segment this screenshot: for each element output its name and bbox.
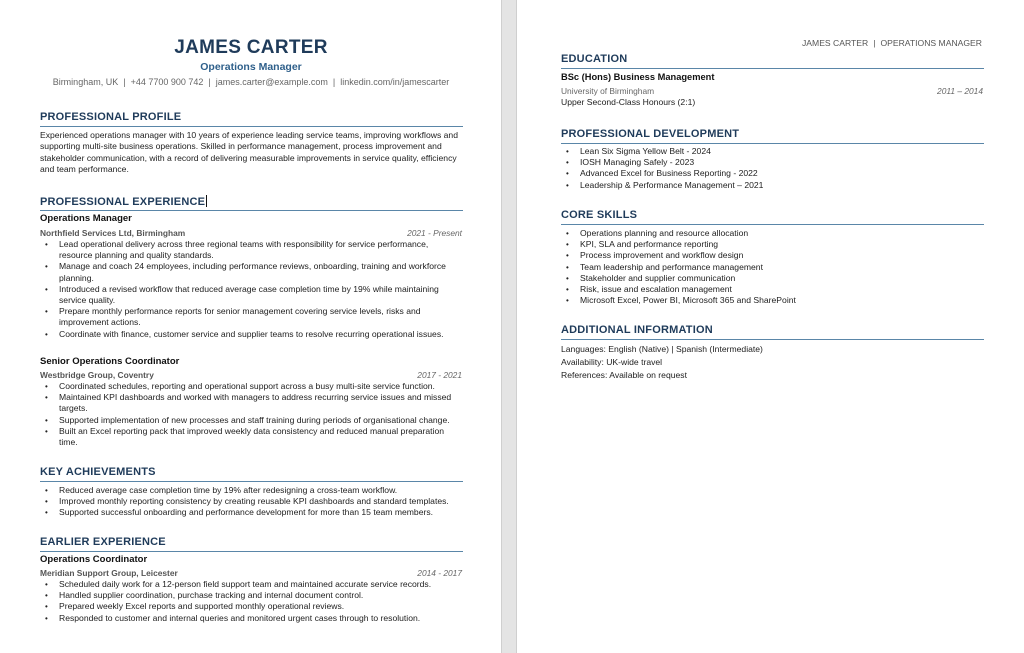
contact-phone: +44 7700 900 742 <box>130 77 204 87</box>
job-bullet: • Responded to customer and internal queries and monitored urgent cases through to resolution. <box>40 613 463 624</box>
candidate-title: Operations Manager <box>200 61 302 73</box>
section-rule <box>561 224 984 225</box>
development-bullets <box>561 146 984 191</box>
profile-text: Experienced operations manager with 10 years of experience leading service teams, improving workflows and supporting multi-site business operations. Skilled in performance management, process improvement and stakeholder communication, with a record of delivering measurable improvements in service quality, efficiency and team performance. <box>40 130 458 175</box>
running-header-name: JAMES CARTER <box>802 38 869 48</box>
job-bullet: • Supported implementation of new processes and staff training during periods of organisational change. <box>40 415 463 426</box>
job-dates: 2021 - Present <box>407 228 462 238</box>
section-rule <box>40 126 463 127</box>
achievement-bullet: • Reduced average case completion time by 19% after redesigning a cross-team workflow. <box>40 485 463 496</box>
education-degree: BSc (Hons) Business Management <box>561 72 715 82</box>
contact-location: Birmingham, UK <box>52 77 119 87</box>
skills-bullets <box>561 228 984 306</box>
development-bullet: • Lean Six Sigma Yellow Belt - 2024 <box>561 146 984 157</box>
running-header-title: OPERATIONS MANAGER <box>880 38 982 48</box>
skill-bullet: • Microsoft Excel, Power BI, Microsoft 365 and SharePoint <box>561 295 984 306</box>
resume-page-1 <box>0 0 502 653</box>
job-bullet: • Coordinated schedules, reporting and operational support across a busy multi-site service function. <box>40 381 463 392</box>
job-bullet: • Manage and coach 24 employees, including performance reviews, onboarding, training and workforce planning. <box>40 261 463 283</box>
job-bullets <box>40 239 463 340</box>
job-dates: 2014 - 2017 <box>417 568 462 578</box>
job-bullet: • Scheduled daily work for a 12-person field support team and maintained accurate service records. <box>40 579 463 590</box>
job-bullets <box>40 381 463 448</box>
development-bullet: • Advanced Excel for Business Reporting - 2022 <box>561 168 984 179</box>
text-cursor <box>206 195 207 207</box>
resume-page-2 <box>516 0 1024 653</box>
section-heading-education: EDUCATION <box>561 53 628 65</box>
candidate-name: JAMES CARTER <box>174 37 328 58</box>
job-bullet: • Lead operational delivery across three regional teams with responsibility for service performance, resource planning and quality standards. <box>40 239 463 261</box>
job-bullet: • Maintained KPI dashboards and worked with managers to address recurring service issues and missed targets. <box>40 392 463 414</box>
job-bullet: • Introduced a revised workflow that reduced average case completion time by 19% while maintaining service quality. <box>40 284 463 306</box>
contact-email: james.carter@example.com <box>215 77 328 87</box>
skill-bullet: • Process improvement and workflow design <box>561 250 984 261</box>
job-bullets <box>40 579 463 624</box>
section-heading-earlier-experience: EARLIER EXPERIENCE <box>40 536 166 548</box>
additional-line: Availability: UK-wide travel <box>561 357 663 367</box>
running-header <box>802 38 982 48</box>
running-header-separator: | <box>873 38 876 48</box>
section-heading-profile: PROFESSIONAL PROFILE <box>40 111 182 123</box>
achievement-bullet: • Supported successful onboarding and performance development for more than 15 team members. <box>40 507 463 518</box>
development-bullet: • IOSH Managing Safely - 2023 <box>561 157 984 168</box>
job-organisation: Meridian Support Group, Leicester <box>40 568 178 578</box>
skill-bullet: • Operations planning and resource allocation <box>561 228 984 239</box>
education-classification: Upper Second-Class Honours (2:1) <box>561 97 696 107</box>
contact-line <box>0 77 502 87</box>
education-university: University of Birmingham <box>561 86 655 96</box>
achievement-bullets <box>40 485 463 519</box>
skill-bullet: • Risk, issue and escalation management <box>561 284 984 295</box>
job-organisation: Northfield Services Ltd, Birmingham <box>40 228 186 238</box>
job-bullet: • Handled supplier coordination, purchase tracking and internal document control. <box>40 590 463 601</box>
section-rule <box>561 339 984 340</box>
job-bullet: • Prepared weekly Excel reports and supported monthly operational reviews. <box>40 601 463 612</box>
job-role: Senior Operations Coordinator <box>40 356 180 367</box>
job-role: Operations Manager <box>40 213 132 224</box>
contact-separator: | <box>208 77 211 87</box>
section-rule <box>40 551 463 552</box>
section-rule <box>40 210 463 211</box>
contact-linkedin: linkedin.com/in/jamescarter <box>340 77 450 87</box>
job-dates: 2017 - 2021 <box>417 370 462 380</box>
job-bullet: • Built an Excel reporting pack that improved weekly data consistency and reduced manual preparation time. <box>40 426 463 448</box>
section-heading-experience-label: PROFESSIONAL EXPERIENCE <box>40 196 206 208</box>
contact-separator: | <box>123 77 126 87</box>
section-rule <box>40 481 463 482</box>
section-heading-experience <box>40 195 207 208</box>
job-bullet: • Coordinate with finance, customer service and supplier teams to resolve recurring operational issues. <box>40 329 463 340</box>
section-heading-achievements: KEY ACHIEVEMENTS <box>40 466 156 478</box>
skill-bullet: • KPI, SLA and performance reporting <box>561 239 984 250</box>
section-heading-additional: ADDITIONAL INFORMATION <box>561 324 713 336</box>
development-bullet: • Leadership & Performance Management – 2021 <box>561 180 984 191</box>
skill-bullet: • Team leadership and performance management <box>561 262 984 273</box>
additional-info <box>561 343 763 382</box>
additional-line: Languages: English (Native) | Spanish (Intermediate) <box>561 344 763 354</box>
job-organisation: Westbridge Group, Coventry <box>40 370 154 380</box>
education-dates: 2011 – 2014 <box>937 86 983 96</box>
section-heading-development: PROFESSIONAL DEVELOPMENT <box>561 128 740 140</box>
additional-line: References: Available on request <box>561 370 687 380</box>
job-role: Operations Coordinator <box>40 554 148 565</box>
section-rule <box>561 68 984 69</box>
achievement-bullet: • Improved monthly reporting consistency by creating reusable KPI dashboards and standard templates. <box>40 496 463 507</box>
section-heading-skills: CORE SKILLS <box>561 209 638 221</box>
skill-bullet: • Stakeholder and supplier communication <box>561 273 984 284</box>
section-rule <box>561 143 984 144</box>
job-bullet: • Prepare monthly performance reports for senior management covering service levels, risks and improvement actions. <box>40 306 463 328</box>
contact-separator: | <box>332 77 336 87</box>
